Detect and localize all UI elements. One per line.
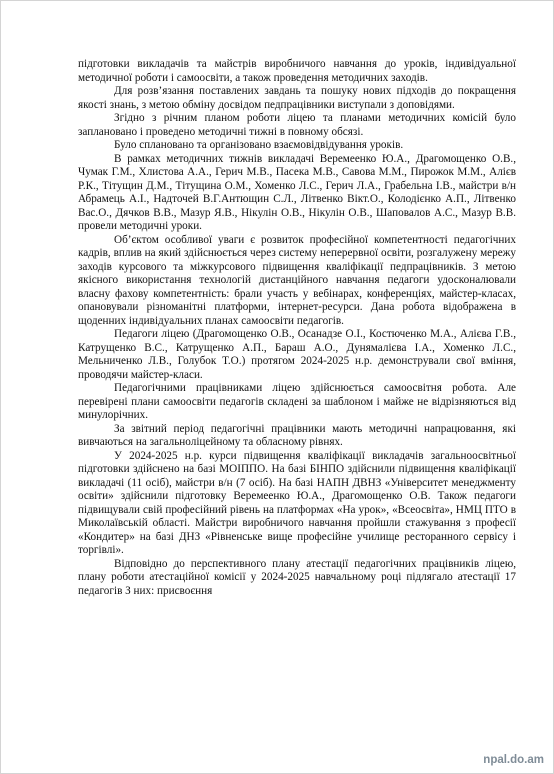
paragraph: У 2024-2025 н.р. курси підвищення кваліфікації викладачів загальноосвітньої підготовки здійснено на базі МОІППО. На базі БІНПО здійснили підвищення кваліфікації викладачі (11 осіб), майстри в/н (7 осіб). На базі НАПН ДВНЗ «Університет менеджменту освіти» здійснили підготовку Веремеенко Ю.А., Драгомощенко О.В. Також педагоги підвищували свій професійний рівень на платформах «На урок», «Всеосвіта», НМЦ ПТО в Миколаївській області. Майстри виробничого навчання пройшли стажування з професії «Кондитер» на базі ДНЗ «Рівненське вище професійне училище ресторанного сервісу і торгівлі».	[78, 449, 516, 556]
paragraph: В рамках методичних тижнів викладачі Веремеенко Ю.А., Драгомощенко О.В., Чумак Г.М., Хлистова А.А., Герич М.В., Пасека М.В., Савова М.М., Пирожок М.М., Алієв Р.К., Тітущин Д.М., Тітущина О.М., Хоменко Л.С., Герич Л.А., Грабельна І.В., майстри в/н Абрамець А.І., Надточей В.Г.Антющин С.Л., Літвенко Вікт.О., Колодієнко А.П., Літвенко Вас.О., Дячков В.В., Мазур Я.В., Нікулін О.В., Нікулін О.В., Шаповалов А.С., Мазур В.В. провели методичні уроки.	[78, 152, 516, 232]
paragraph: підготовки викладачів та майстрів виробничого навчання до уроків, індивідуальної методичної роботи і самоосвіти, а також проведення методичних заходів.	[78, 58, 516, 84]
paragraph: Для розв’язання поставлених завдань та пошуку нових підходів до покращення якості знань, з метою обміну досвідом педпрацівники виступали з доповідями.	[78, 85, 516, 111]
paragraph: Педагоги ліцею (Драгомощенко О.В., Осанадзе О.І., Костюченко М.А., Алієва Г.В., Катрущенко В.С., Катрущенко А.П., Бараш А.О., Дунямалієва І.А., Хоменко Л.С., Мельниченко Л.В., Голубок Т.О.) протягом 2024-2025 н.р. демонстрували свої вміння, проводячи майстер-класи.	[78, 328, 516, 381]
paragraph: Педагогічними працівниками ліцею здійснюється самоосвітня робота. Але перевірені плани самоосвіти педагогів складені за шаблоном і майже не відрізняються від минулорічних.	[78, 382, 516, 421]
site-watermark: npal.do.am	[483, 754, 544, 766]
paragraph: Відповідно до перспективного плану атестації педагогічних працівників ліцею, плану роботи атестаційної комісії у 2024-2025 навчальному році підлягало атестації 17 педагогів З них: присвоєння	[78, 557, 516, 597]
paragraph: Було сплановано та організовано взаємовідвідування уроків.	[114, 139, 404, 151]
paragraph: Об’єктом особливої уваги є розвиток професійної компетентності педагогічних кадрів, вплив на який здійснюється через систему неперервної освіти, розгалужену мережу заходів курсового та міжкурсового підвищення кваліфікації педпрацівників. З метою якісного використання технологій дистанційного навчання педагоги удосконалювали власну фахову компетентність: брали участь у вебінарах, конференціях, майстер-класах, опановували різноманітні платформи, інтернет-ресурси. Дана робота відображена в щоденних індивідуальних планах самоосвіти педагогів.	[78, 233, 516, 327]
document-body	[78, 58, 516, 598]
paragraph: Згідно з річним планом роботи ліцею та планами методичних комісій було заплановано і проведено методичні тижні в повному обсязі.	[78, 112, 516, 138]
paragraph: За звітний період педагогічні працівники мають методичні напрацювання, які вивчаються на загальноліцейному та обласному рівнях.	[78, 422, 516, 448]
